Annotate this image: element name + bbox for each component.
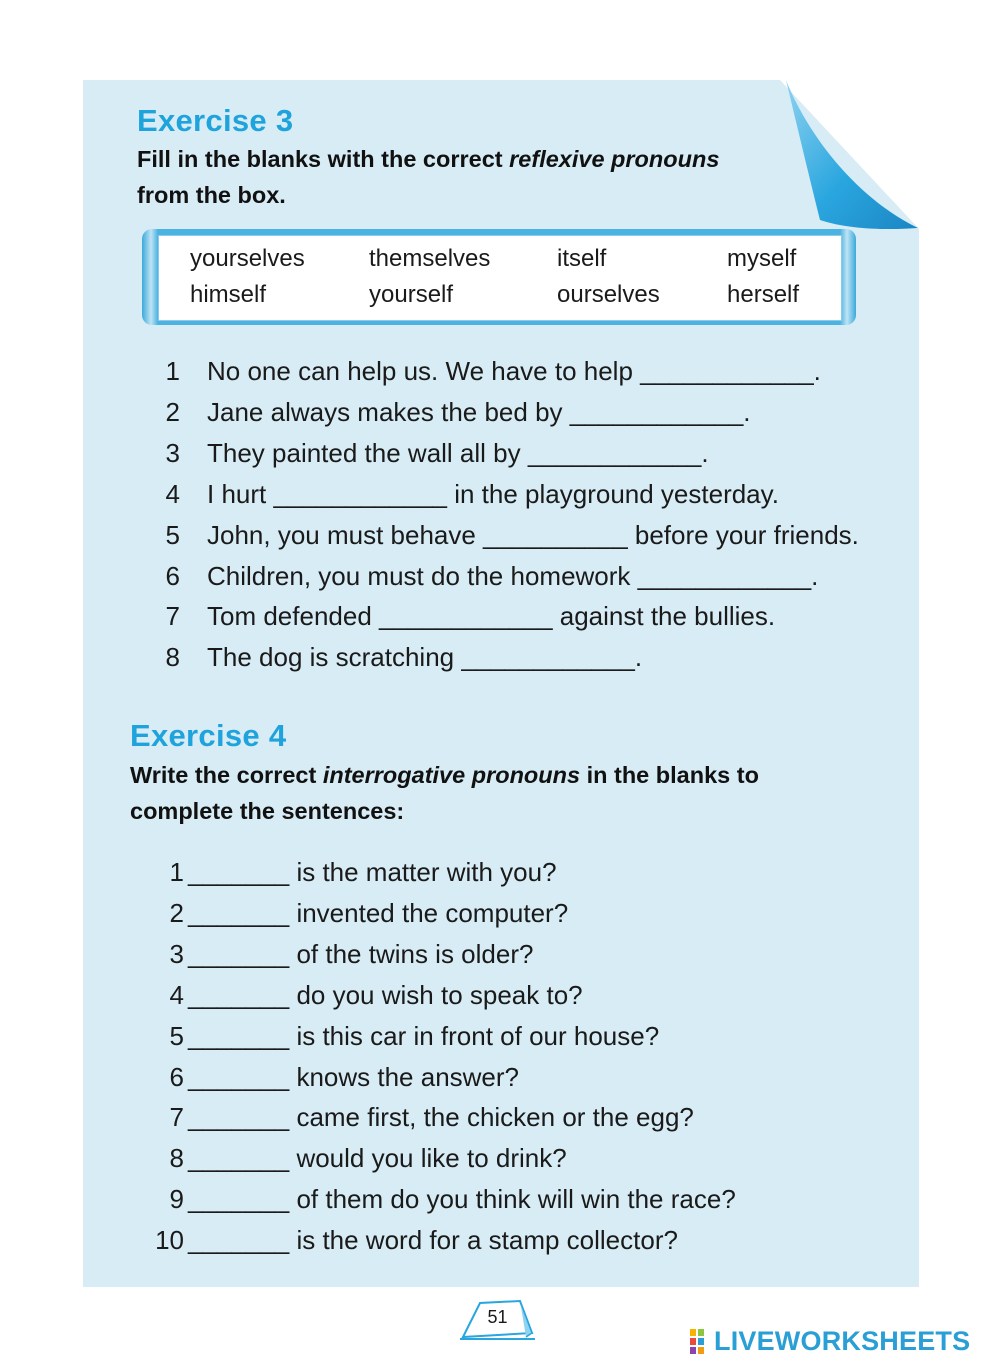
item-number: 1 — [165, 356, 180, 386]
exercise-4-item: _______ would you like to drink? — [188, 1143, 567, 1173]
exercise-4-item: _______ is the word for a stamp collector? — [188, 1225, 678, 1255]
exercise-3-item: Jane always makes the bed by ____________. — [207, 397, 751, 427]
word-box-item: yourselves — [190, 245, 305, 272]
word-box — [142, 229, 856, 325]
item-number: 9 — [169, 1184, 184, 1214]
page-number: 51 — [487, 1307, 508, 1327]
liveworksheets-logo-icon — [690, 1329, 712, 1355]
exercise-4-item: _______ do you wish to speak to? — [188, 980, 583, 1010]
word-box-item: yourself — [369, 281, 454, 308]
exercise-4-instruction-line2: complete the sentences: — [130, 798, 405, 824]
brand-name: LIVEWORKSHEETS — [714, 1326, 971, 1356]
exercise-4-item: _______ knows the answer? — [188, 1062, 520, 1092]
word-box-item: himself — [190, 281, 267, 308]
item-number: 7 — [165, 601, 180, 631]
liveworksheets-brand[interactable] — [690, 1325, 990, 1359]
item-number: 8 — [169, 1143, 184, 1173]
exercise-4-item: _______ invented the computer? — [188, 898, 569, 928]
exercise-3-item: I hurt ____________ in the playground yesterday. — [207, 479, 779, 509]
exercise-3-instruction-text: Fill in the blanks with the correct — [137, 146, 510, 172]
exercise-3-item: The dog is scratching ____________. — [207, 642, 643, 672]
item-number: 1 — [169, 857, 184, 887]
exercise-3-instruction-emphasis: reflexive pronouns — [509, 146, 720, 172]
word-box-item: herself — [727, 281, 800, 308]
item-number: 2 — [169, 898, 184, 928]
exercise-4-item: _______ of them do you think will win the race? — [188, 1184, 736, 1214]
item-number: 10 — [155, 1225, 184, 1255]
item-number: 4 — [165, 479, 180, 509]
exercise-3-item: Tom defended ____________ against the bullies. — [207, 601, 776, 631]
page-curl-decoration — [780, 80, 920, 230]
exercise-3-title: Exercise 3 — [137, 103, 294, 138]
item-number: 4 — [169, 980, 184, 1010]
exercise-4-title: Exercise 4 — [130, 718, 287, 753]
exercise-4-instruction-text: Write the correct — [130, 762, 323, 788]
exercise-4-instruction-emphasis: interrogative pronouns — [322, 762, 581, 788]
word-box-item: itself — [557, 245, 607, 272]
item-number: 8 — [165, 642, 180, 672]
word-box-item: myself — [727, 245, 797, 272]
exercise-3-item: Children, you must do the homework ____________. — [207, 561, 819, 591]
word-box-item: ourselves — [557, 281, 660, 308]
exercise-4-item: _______ came first, the chicken or the egg? — [188, 1102, 694, 1132]
word-box-item: themselves — [369, 245, 491, 272]
item-number: 2 — [165, 397, 180, 427]
item-number: 3 — [169, 939, 184, 969]
item-number: 6 — [165, 561, 180, 591]
exercise-3-item: John, you must behave __________ before your friends. — [207, 520, 859, 550]
exercise-3-instruction — [137, 141, 719, 213]
exercise-4-instruction — [130, 757, 759, 829]
exercise-3-item: They painted the wall all by ____________. — [207, 438, 709, 468]
item-number: 3 — [165, 438, 180, 468]
item-number: 7 — [169, 1102, 184, 1132]
exercise-3-item: No one can help us. We have to help ____________. — [207, 356, 821, 386]
exercise-4-item: _______ of the twins is older? — [188, 939, 534, 969]
item-number: 5 — [165, 520, 180, 550]
item-number: 6 — [169, 1062, 184, 1092]
exercise-4-instruction-tail: in the blanks to — [580, 762, 759, 788]
exercise-4-item: _______ is this car in front of our house? — [188, 1021, 660, 1051]
word-box-inner — [158, 235, 842, 321]
item-number: 5 — [169, 1021, 184, 1051]
exercise-4-item: _______ is the matter with you? — [188, 857, 557, 887]
exercise-3-instruction-line2: from the box. — [137, 182, 286, 208]
